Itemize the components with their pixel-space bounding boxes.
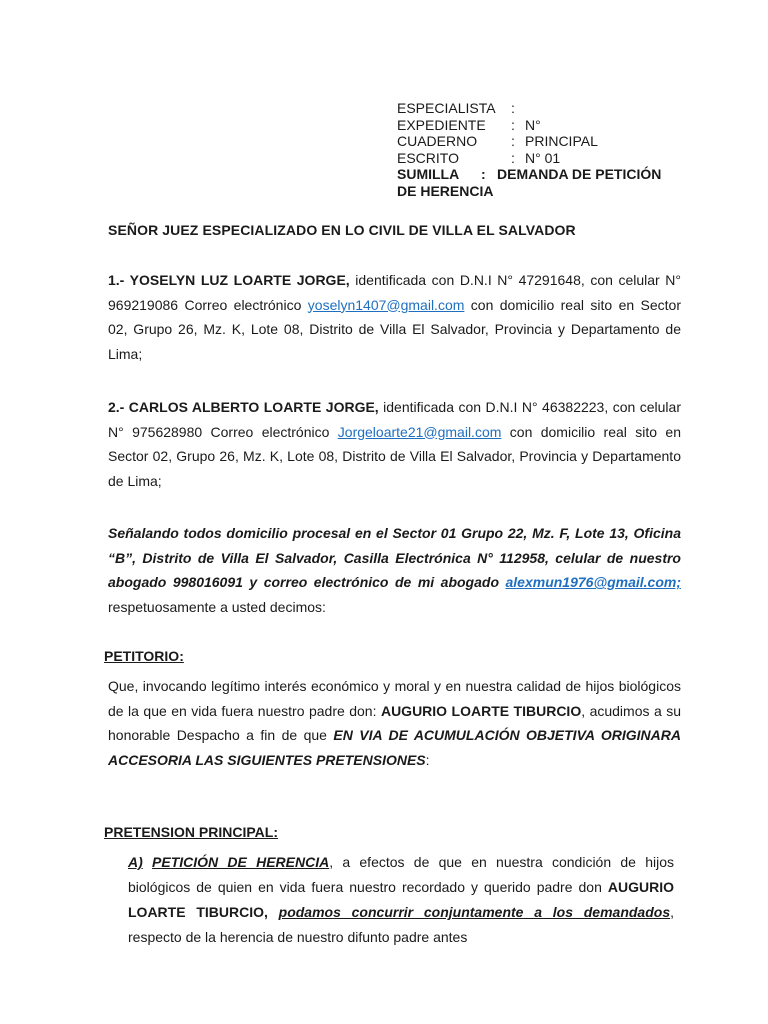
procedural-domicile-text: Señalando todos domicilio procesal en el Sector 01 Grupo 22, Mz. F, Lote 13, Oficina “B”, Distrito de Villa El Salvador, Casilla Electrónica N° 112958, celular de nuestro abogado 998016091 y correo electrónico de mi abogado xyxy=(108,525,681,590)
petitorio-text-2: , acudimos a su honorable Despacho a fin de que xyxy=(108,702,681,743)
party-1-email-link[interactable]: yoselyn1407@gmail.com xyxy=(307,296,465,313)
sumilla-sep: : xyxy=(481,166,486,182)
header-row-cuaderno xyxy=(397,133,697,150)
father-name: AUGURIO LOARTE TIBURCIO xyxy=(380,702,582,719)
party-2-text: identificada con D.N.I N° 46382223, con celular N° 975628980 Correo electrónico xyxy=(108,399,681,440)
petitorio-end: : xyxy=(425,751,430,768)
header-row-especialista xyxy=(397,100,697,117)
header-value: N° 01 xyxy=(525,149,561,166)
party-1-name: 1.- YOSELYN LUZ LOARTE JORGE, xyxy=(108,272,350,288)
party-1-paragraph xyxy=(108,268,681,366)
header-row-expediente xyxy=(397,117,697,134)
header-key: ESPECIALISTA xyxy=(397,100,496,116)
petitorio-emphasis: EN VIA DE ACUMULACIÓN OBJETIVA ORIGINARA ACCESORIA LAS SIGUIENTES PRETENSIONES xyxy=(108,727,681,768)
sumilla-key: SUMILLA xyxy=(397,166,460,182)
party-2-address: con domicilio real sito en Sector 02, Grupo 26, Mz. K, Lote 08, Distrito de Villa El Salvador, Provincia y Departamento de Lima; xyxy=(108,423,682,489)
header-value: N° xyxy=(525,116,541,133)
item-father-name: AUGURIO LOARTE TIBURCIO, xyxy=(128,879,674,920)
item-underlined: podamos concurrir conjuntamente a los demandados xyxy=(278,904,671,920)
party-2-email-link[interactable]: Jorgeloarte21@gmail.com xyxy=(337,423,502,440)
item-text: , a efectos de que en nuestra condición de hijos biológicos de quien en vida fuera nuestro recordado y querido padre don xyxy=(128,854,674,895)
header-value: PRINCIPAL xyxy=(525,133,598,149)
item-text-2: , respecto de la herencia de nuestro difunto padre antes xyxy=(128,904,675,945)
procedural-domicile-tail: respetuosamente a usted decimos: xyxy=(108,598,326,615)
header-sep: : xyxy=(511,149,515,166)
pretension-heading: PRETENSION PRINCIPAL: xyxy=(104,824,278,840)
header-sep: : xyxy=(511,133,515,149)
case-header xyxy=(397,100,697,199)
header-key: EXPEDIENTE xyxy=(397,116,486,133)
pretension-item-a xyxy=(128,850,674,950)
item-title: PETICIÓN DE HERENCIA xyxy=(152,854,330,870)
party-2-paragraph xyxy=(108,395,681,493)
sumilla-value: DEMANDA DE PETICIÓN xyxy=(497,166,662,182)
header-key: CUADERNO xyxy=(397,133,478,149)
item-letter: A) xyxy=(128,854,143,870)
procedural-domicile-paragraph xyxy=(108,521,681,619)
header-sep: : xyxy=(511,116,515,133)
sumilla-continuation: DE HERENCIA xyxy=(397,182,494,199)
petitorio-heading: PETITORIO: xyxy=(104,648,184,664)
header-key: ESCRITO xyxy=(397,149,459,166)
party-1-text: identificada con D.N.I N° 47291648, con celular N° 969219086 Correo electrónico xyxy=(108,272,681,313)
lawyer-email-link[interactable]: alexmun1976@gmail.com; xyxy=(505,574,681,590)
header-row-escrito xyxy=(397,150,697,167)
party-2-name: 2.- CARLOS ALBERTO LOARTE JORGE, xyxy=(108,399,379,415)
header-sep: : xyxy=(511,100,515,116)
addressee: SEÑOR JUEZ ESPECIALIZADO EN LO CIVIL DE VILLA EL SALVADOR xyxy=(108,222,576,238)
petitorio-paragraph xyxy=(108,674,681,772)
header-row-sumilla xyxy=(397,166,697,183)
petitorio-text: Que, invocando legítimo interés económico y moral y en nuestra calidad de hijos biológicos de la que en vida fuera nuestro padre don: xyxy=(108,678,681,719)
party-1-address: con domicilio real sito en Sector 02, Grupo 26, Mz. K, Lote 08, Distrito de Villa El Salvador, Provincia y Departamento de Lima; xyxy=(108,296,681,362)
